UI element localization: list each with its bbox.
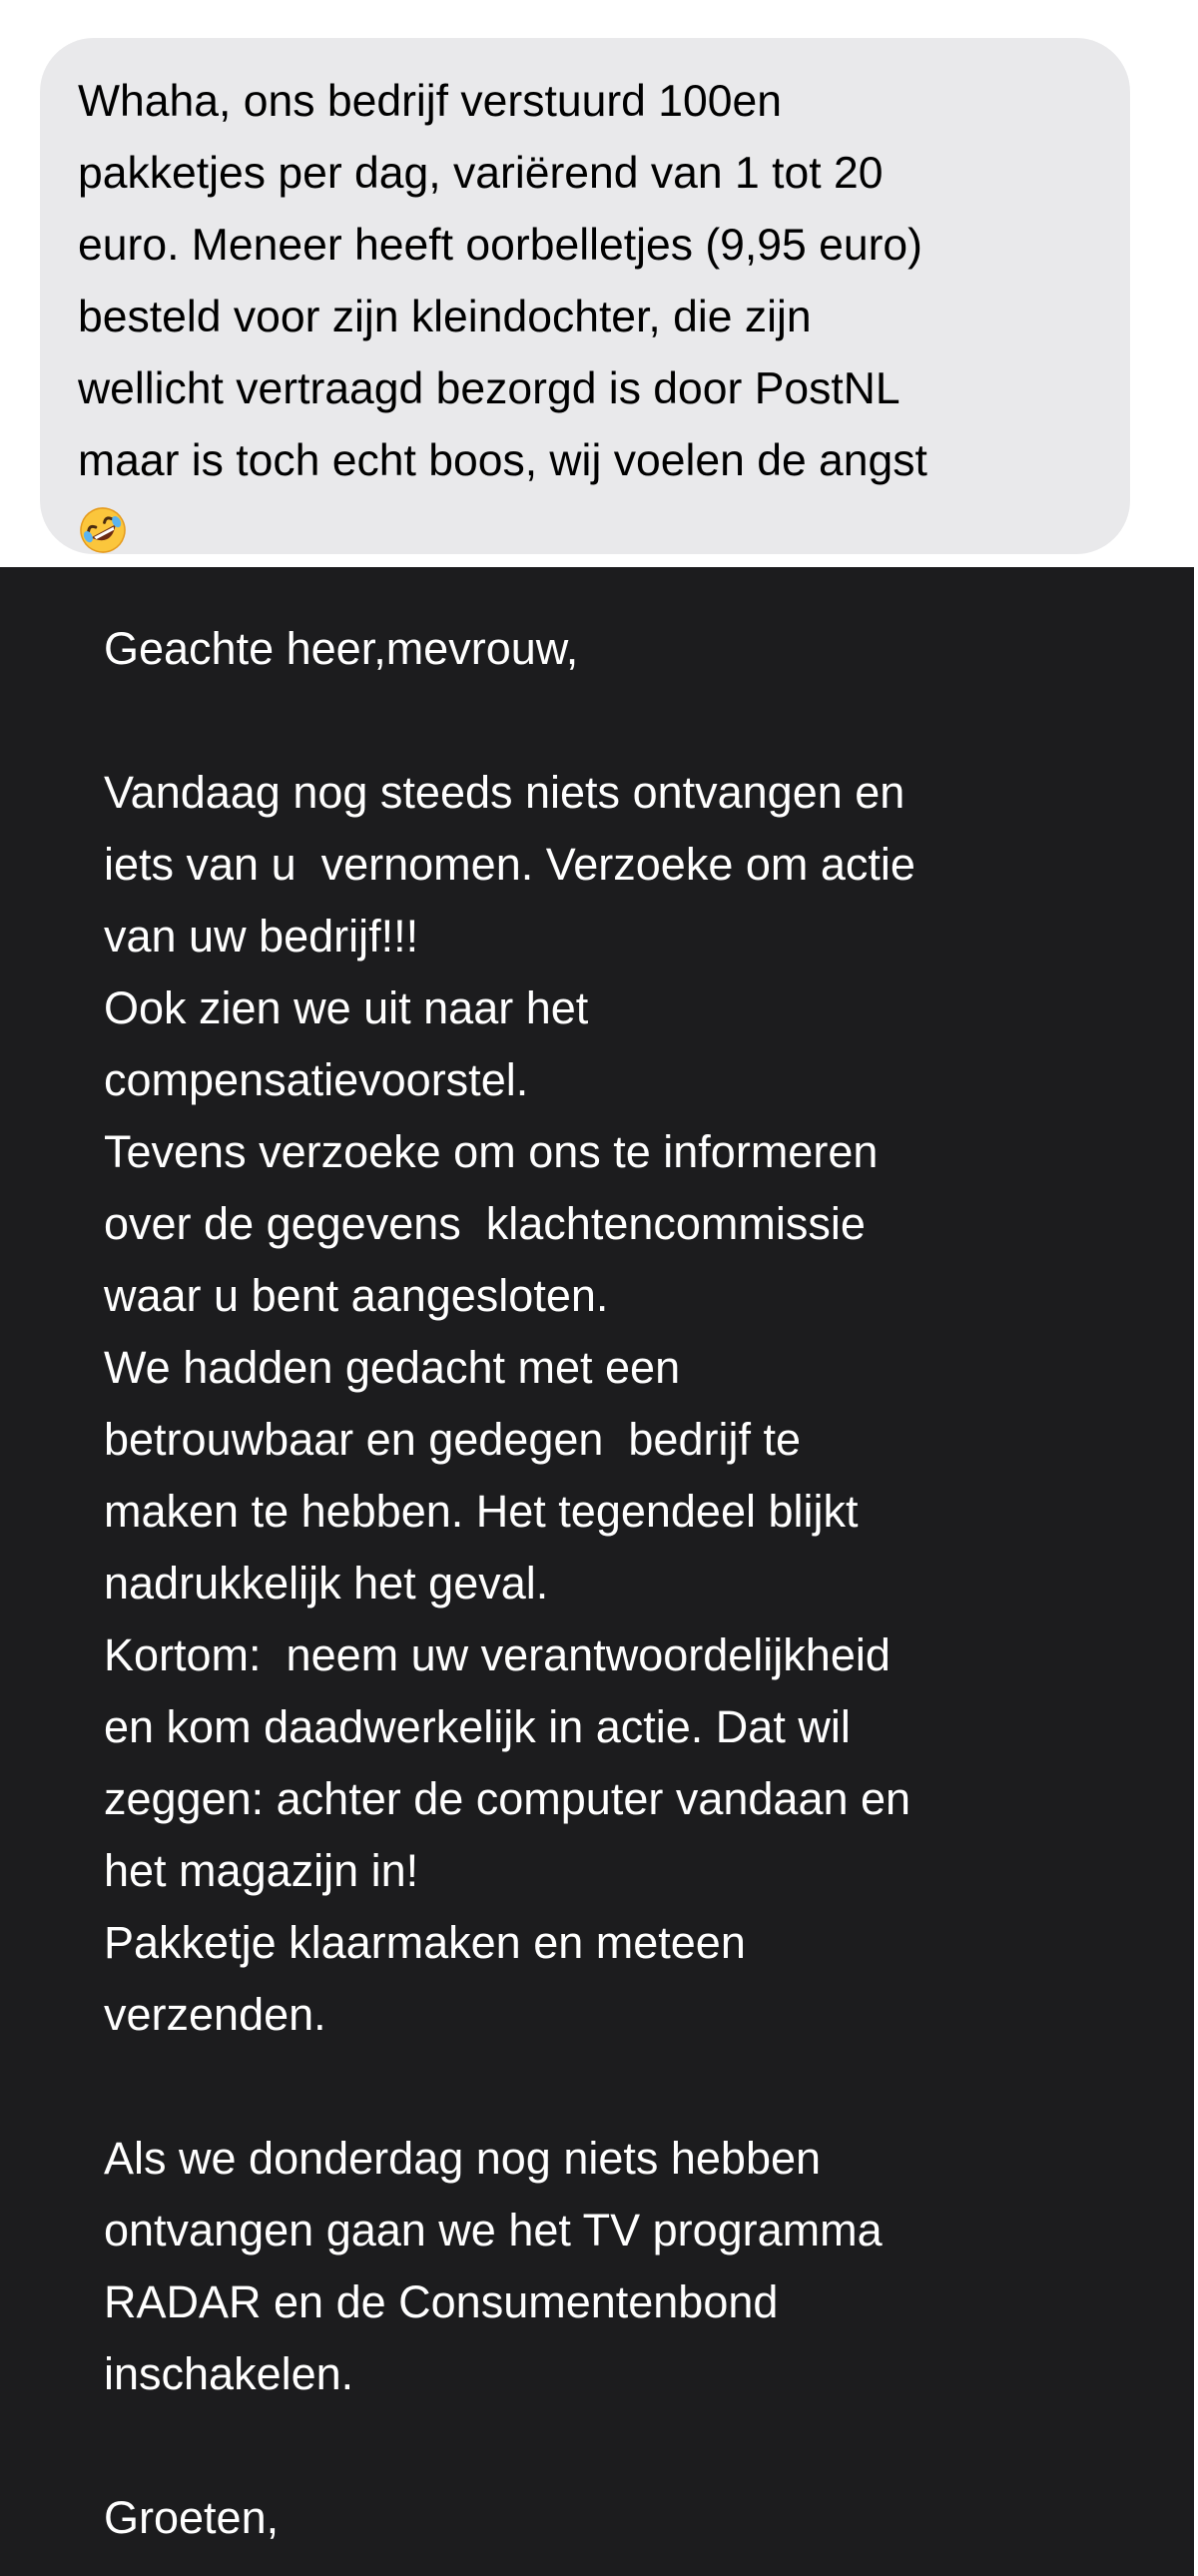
letter-line: Pakketje klaarmaken en meteen (104, 1917, 746, 1968)
letter-line: waar u bent aangesloten. (104, 1270, 609, 1321)
letter-line: compensatievoorstel. (104, 1054, 529, 1105)
letter-line: van uw bedrijf!!! (104, 911, 419, 962)
letter-line: Ook zien we uit naar het (104, 982, 589, 1033)
letter-line: en kom daadwerkelijk in actie. Dat wil (104, 1701, 851, 1752)
letter-line: het magazijn in! (104, 1845, 419, 1896)
message-emoji-line (78, 497, 1078, 569)
letter-line: maken te hebben. Het tegendeel blijkt (104, 1486, 859, 1537)
letter-line: betrouwbaar en gedegen bedrijf te (104, 1414, 802, 1465)
rolling-on-the-floor-laughing-icon (78, 505, 128, 555)
letter-line: We hadden gedacht met een (104, 1342, 681, 1393)
letter-line: over de gegevens klachtencommissie (104, 1198, 866, 1249)
letter-line: Tevens verzoeke om ons te informeren (104, 1126, 879, 1177)
letter-line: Als we donderdag nog niets hebben (104, 2133, 822, 2184)
letter-closing: Groeten, (104, 2492, 280, 2543)
letter-line: verzenden. (104, 1989, 326, 2040)
message-line: euro. Meneer heeft oorbelletjes (9,95 euro) (78, 221, 922, 270)
letter-line: iets van u vernomen. Verzoeke om actie (104, 839, 915, 890)
letter-line: RADAR en de Consumentenbond (104, 2276, 779, 2327)
letter-line: zeggen: achter de computer vandaan en (104, 1773, 911, 1824)
letter-salutation: Geachte heer,mevrouw, (104, 623, 579, 674)
letter-body (104, 613, 915, 2554)
message-bubble[interactable] (40, 38, 1130, 554)
letter-line: Kortom: neem uw verantwoordelijkheid (104, 1629, 891, 1680)
letter-line: inschakelen. (104, 2348, 354, 2399)
letter-blank-line (104, 685, 915, 757)
message-line: Whaha, ons bedrijf verstuurd 100en (78, 77, 783, 126)
letter-blank-line (104, 2051, 915, 2123)
letter-line: nadrukkelijk het geval. (104, 1558, 549, 1609)
message-line: wellicht vertraagd bezorgd is door PostNL (78, 364, 900, 413)
letter-screenshot (0, 567, 1194, 2576)
message-line: pakketjes per dag, variërend van 1 tot 20 (78, 149, 884, 198)
message-line: besteld voor zijn kleindochter, die zijn (78, 293, 812, 341)
letter-line: ontvangen gaan we het TV programma (104, 2205, 883, 2255)
letter-line: Vandaag nog steeds niets ontvangen en (104, 767, 905, 818)
letter-blank-line (104, 2410, 915, 2482)
message-line: maar is toch echt boos, wij voelen de angst (78, 436, 927, 485)
